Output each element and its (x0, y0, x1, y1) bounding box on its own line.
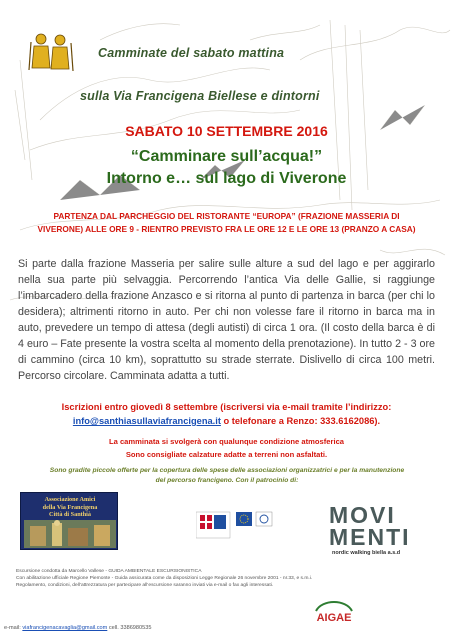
association-logo-text: Associazione Amici della Via Francigena Città di Santhià (42, 496, 98, 518)
departure-info (16, 210, 437, 236)
event-title: “Camminare sull’acqua!” (130, 148, 323, 165)
header-line-2: sulla Via Francigena Biellese e dintorni (80, 89, 320, 103)
enrollment-line-1: Iscrizioni entro giovedì 8 settembre (iscriversi via e-mail tramite l’indirizzo: (61, 402, 392, 412)
guide-info (16, 568, 446, 589)
council-of-europe-logo-icon (236, 512, 272, 526)
info-email-link[interactable]: info@santhiasullaviafrancigena.it (72, 416, 221, 426)
piemonte-logo-icon (196, 512, 230, 538)
aigae-logo-text: AIGAE (316, 612, 352, 624)
offers-line-2: del percorso francigeno. Con il patrocinio di: (155, 477, 299, 484)
footer-phone: cell. 3386980535 (107, 625, 152, 631)
association-logo (20, 492, 118, 550)
contact-footer (4, 625, 304, 631)
walk-description: Si parte dalla frazione Masseria per salire sulle alture a sud del lago e per aggirarlo nella sua parte più selvaggia. Percorrendo l’antica Via delle Gallie, si raggiunge l’imbarcadero della frazione Anzasco e si ritorna al punto di partenza in barca (per chi lo desidera); altrimenti ritorno in auto. Per chi non volesse fare il ritorno in barca ma in auto, prevedere un tempo di attesa (degli autisti) di circa 1 ora. (Il costo della barca è di 4 euro – Fate presente la vostra scelta al momento della prenotazione). In tutto 2 - 3 ore di cammino (circa 10 km), soprattutto su strade sterrate. Dislivello di circa 100 metri. Percorso circolare. Camminata adatta a tutti. (18, 258, 435, 382)
movimenti-word-1: MOVI (329, 502, 396, 528)
weather-condition: La camminata si svolgerà con qualunque condizione atmosferica (108, 437, 345, 446)
offers-note (40, 466, 414, 486)
conditions-info (18, 435, 435, 461)
footer-email-link[interactable]: viafrancigenacavaglia@gmail.com (22, 625, 108, 631)
event-date: SABATO 10 SETTEMBRE 2016 (125, 123, 328, 139)
departure-line-1: PARTENZA DAL PARCHEGGIO DEL RISTORANTE “EUROPA” (FRAZIONE MASSERIA DI (53, 211, 400, 221)
guide-line-1: Escursione condotta da Marcello Vallese - GUIDA AMBIENTALE ESCURSIONISTICA (16, 569, 202, 574)
enrollment-info (18, 400, 435, 428)
pilgrims-icon (28, 30, 74, 72)
footwear-advice: Sono consigliate calzature adatte a terreni non asfaltati. (125, 450, 328, 459)
guide-line-2: Con abilitazione ufficiale Regione Piemonte - Guida assicurata come da disposizioni Legge Regionale 26 novembre 2001 - nr.33, e s.m.i. (16, 576, 313, 581)
movimenti-tagline: nordic walking biella a.s.d (332, 550, 401, 556)
guide-line-3: Regolamento, condizioni, dell’attrezzatura per partecipare all’escursione saranno inviati via e-mail o fax agli interessati. (16, 583, 274, 588)
aigae-logo (306, 597, 362, 627)
event-subtitle: Intorno e… sul lago di Viverone (106, 170, 347, 187)
regional-patronage-logos (196, 500, 280, 546)
footer-email-prefix: e-mail: (4, 625, 23, 631)
enrollment-phone: o telefonare a Renzo: 333.6162086). (220, 416, 381, 426)
enrollment-line-2 (18, 414, 435, 428)
header-line-1: Camminate del sabato mattina (98, 46, 285, 60)
association-photo-icon (24, 520, 116, 548)
movimenti-logo (329, 503, 441, 559)
departure-line-2: VIVERONE) ALLE ORE 9 - RIENTRO PREVISTO FRA LE ORE 12 E LE ORE 13 (PRANZO A CASA) (37, 224, 416, 234)
offers-line-1: Sono gradite piccole offerte per la copertura delle spese delle associazioni organizzatrici e per la manutenzione (49, 467, 405, 474)
movimenti-word-2: MENTI (329, 524, 411, 550)
